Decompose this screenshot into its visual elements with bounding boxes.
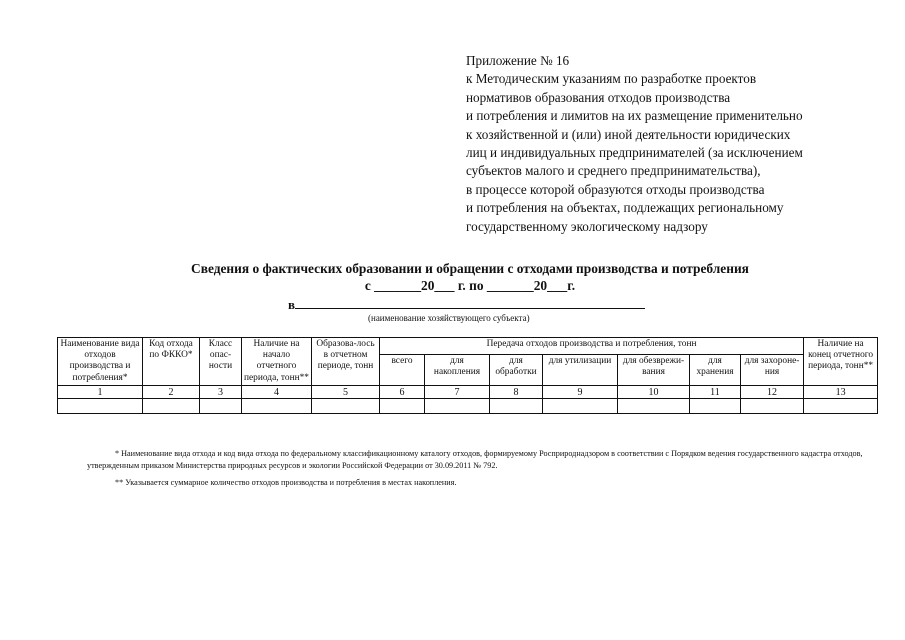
col-transfer-processing: для обработки (490, 355, 543, 386)
table-cell[interactable] (425, 399, 490, 414)
table-cell[interactable] (690, 399, 741, 414)
column-number: 4 (242, 385, 312, 398)
column-number: 6 (380, 385, 425, 398)
report-table (57, 337, 878, 414)
appendix-line: в процессе которой образуются отходы производства (466, 181, 765, 197)
col-transfer-utilization: для утилизации (543, 355, 618, 386)
table-cell[interactable] (200, 399, 242, 414)
column-number: 2 (143, 385, 200, 398)
table-cell[interactable] (312, 399, 380, 414)
col-end-balance: Наличие на конец отчетного периода, тонн** (804, 338, 878, 386)
subject-blank (295, 297, 645, 309)
subject-line (288, 297, 645, 313)
appendix-line: к хозяйственной и (или) иной деятельности юридических (466, 126, 791, 142)
col-waste-name: Наименование вида отходов производства и потребления* (58, 338, 143, 386)
column-number: 13 (804, 385, 878, 398)
table-cell[interactable] (58, 399, 143, 414)
col-start-balance: Наличие на начало отчетного периода, тонн** (242, 338, 312, 386)
column-number: 7 (425, 385, 490, 398)
title-line: Сведения о фактических образовании и обращении с отходами производства и потребления (191, 261, 749, 276)
col-transfer-neutralization: для обезврежи-вания (618, 355, 690, 386)
column-number: 11 (690, 385, 741, 398)
column-number: 9 (543, 385, 618, 398)
table-cell[interactable] (543, 399, 618, 414)
table-cell[interactable] (242, 399, 312, 414)
appendix-line: лиц и индивидуальных предпринимателей (за исключением (466, 145, 803, 161)
column-number: 1 (58, 385, 143, 398)
col-transfer-group: Передача отходов производства и потребления, тонн (380, 338, 804, 355)
appendix-line: нормативов образования отходов производства (466, 89, 731, 105)
appendix-line: Приложение № 16 (466, 53, 570, 68)
table-row (58, 399, 878, 414)
appendix-line: и потребления и лимитов на их размещение применительно (466, 108, 803, 124)
appendix-line: и потребления на объектах, подлежащих региональному (466, 200, 784, 216)
col-transfer-total: всего (380, 355, 425, 386)
appendix-line: субъектов малого и среднего предпринимательства), (466, 163, 761, 179)
subject-caption: (наименование хозяйствующего субъекта) (368, 313, 530, 323)
col-class: Класс опас-ности (200, 338, 242, 386)
table-cell[interactable] (804, 399, 878, 414)
table-cell[interactable] (618, 399, 690, 414)
column-number: 3 (200, 385, 242, 398)
col-transfer-storage: для хранения (690, 355, 741, 386)
table-cell[interactable] (380, 399, 425, 414)
table-cell[interactable] (143, 399, 200, 414)
footnote-2: ** Указывается суммарное количество отходов производства и потребления в местах накопления. (115, 478, 457, 488)
column-number: 8 (490, 385, 543, 398)
appendix-header (466, 52, 886, 236)
appendix-line: государственному экологическому надзору (466, 218, 708, 234)
subject-prefix: в (288, 297, 296, 312)
column-number: 5 (312, 385, 380, 398)
footnotes (87, 448, 877, 495)
col-transfer-accumulation: для накопления (425, 355, 490, 386)
column-number-row (58, 385, 878, 398)
table-cell[interactable] (490, 399, 543, 414)
column-number: 12 (741, 385, 804, 398)
appendix-line: к Методическим указаниям по разработке проектов (466, 71, 757, 87)
column-number: 10 (618, 385, 690, 398)
header-row (58, 338, 878, 355)
col-code: Код отхода по ФККО* (143, 338, 200, 386)
col-generated: Образова-лось в отчетном периоде, тонн (312, 338, 380, 386)
table-cell[interactable] (741, 399, 804, 414)
footnote-1: * Наименование вида отхода и код вида отхода по федеральному классификационному каталогу отходов, формируемому Росприроднадзором в соответствии с Порядком ведения государственного кадастра отходов, утвержденным приказом Министерства природных ресурсов и экологии Российской Федерации от 30.09.2011 № 792. (87, 449, 863, 470)
title-period: с _______20___ г. по _______20___г. (364, 278, 576, 293)
col-transfer-burial: для захороне-ния (741, 355, 804, 386)
document-title (60, 260, 880, 294)
